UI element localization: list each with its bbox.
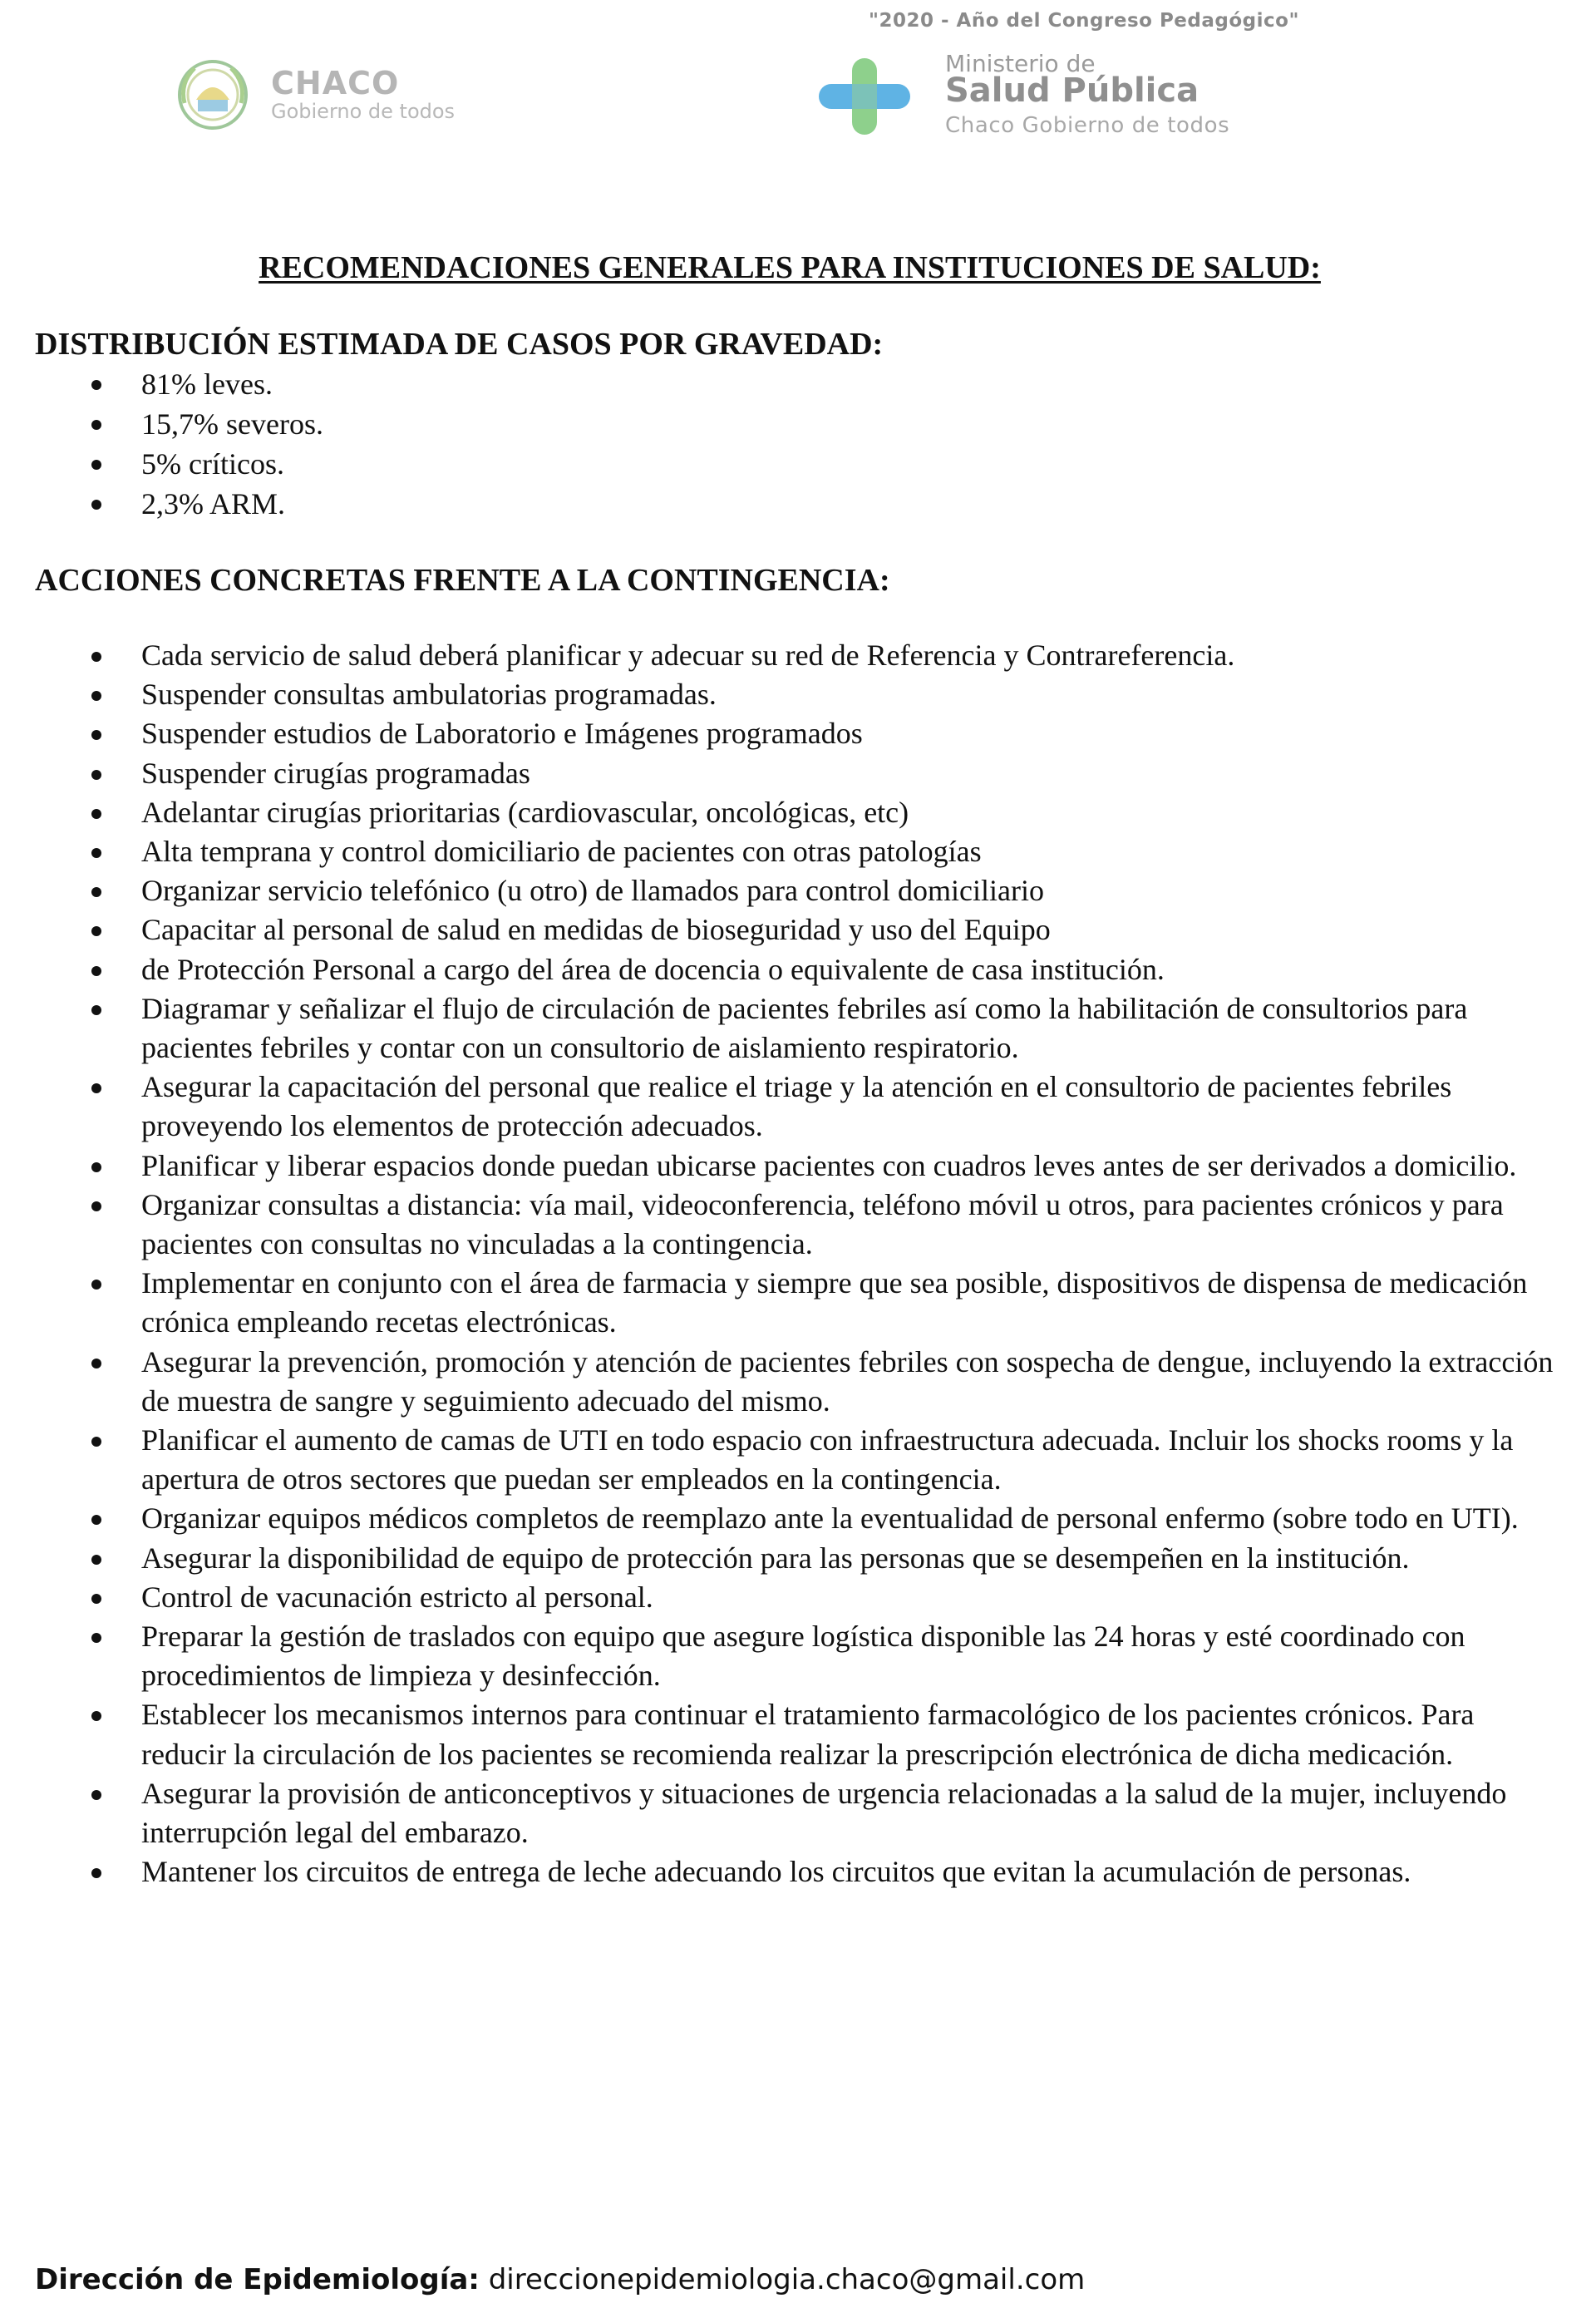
actions-list <box>0 636 1563 1892</box>
bullet-icon <box>91 1633 101 1643</box>
list-item-text: Suspender estudios de Laboratorio e Imágenes programados <box>141 717 863 751</box>
list-item <box>0 832 1563 871</box>
list-item-text: Mantener los circuitos de entrega de leche adecuando los circuitos que evitan la acumulación de personas. <box>141 1855 1411 1889</box>
bullet-icon <box>91 1083 101 1093</box>
severity-list <box>0 364 323 524</box>
bullet-icon <box>91 1201 101 1211</box>
chaco-logo <box>176 58 525 133</box>
list-item-text: Asegurar la prevención, promoción y atención de pacientes febriles con sospecha de dengue, incluyendo la extracción de muestra de sangre y seguimiento adecuado del mismo. <box>141 1344 1554 1418</box>
bullet-icon <box>91 1437 101 1447</box>
bullet-icon <box>91 848 101 858</box>
list-item-text: Alta temprana y control domiciliario de pacientes con otras patologías <box>141 835 982 869</box>
ministry-line2: Salud Pública <box>945 72 1199 110</box>
ministry-line3: Chaco Gobierno de todos <box>945 113 1230 138</box>
list-item <box>0 793 1563 832</box>
list-item-text: Diagramar y señalizar el flujo de circulación de pacientes febriles así como la habilitación de consultorios para pacientes febriles y contar con un consultorio de aislamiento respiratorio. <box>141 991 1468 1065</box>
bullet-icon <box>91 380 101 390</box>
list-item-text: 2,3% ARM. <box>141 487 286 520</box>
list-item <box>0 1186 1563 1264</box>
list-item-text: Organizar consultas a distancia: vía mail, videoconferencia, teléfono móvil u otros, para pacientes crónicos y para pacientes con consultas no vinculadas a la contingencia. <box>141 1187 1504 1261</box>
bullet-icon <box>91 1711 101 1721</box>
list-item <box>0 1499 1563 1538</box>
bullet-icon <box>91 1790 101 1800</box>
list-item-text: 81% leves. <box>141 367 273 401</box>
list-item <box>0 675 1563 714</box>
list-item-text: Asegurar la disponibilidad de equipo de protección para las personas que se desempeñen en la institución. <box>141 1541 1410 1575</box>
bullet-icon <box>91 1868 101 1878</box>
bullet-icon <box>91 500 101 510</box>
bullet-icon <box>91 1162 101 1172</box>
list-item <box>0 1852 1563 1891</box>
list-item <box>0 1774 1563 1852</box>
actions-heading: ACCIONES CONCRETAS FRENTE A LA CONTINGENCIA: <box>35 563 890 598</box>
document-title: RECOMENDACIONES GENERALES PARA INSTITUCIONES DE SALUD: <box>259 250 1321 285</box>
footer <box>35 2263 1085 2296</box>
list-item <box>0 1068 1563 1146</box>
bullet-icon <box>91 926 101 936</box>
chaco-name: CHACO <box>271 65 400 101</box>
list-item <box>0 1695 1563 1773</box>
chaco-seal-icon <box>176 58 249 131</box>
chaco-subtitle: Gobierno de todos <box>271 100 456 123</box>
bullet-icon <box>91 887 101 897</box>
bullet-icon <box>91 1359 101 1368</box>
list-item-text: Organizar equipos médicos completos de reemplazo ante la eventualidad de personal enfermo (sobre todo en UTI). <box>141 1502 1519 1536</box>
list-item <box>0 754 1563 793</box>
list-item <box>0 1264 1563 1342</box>
bullet-icon <box>91 1280 101 1290</box>
list-item-text: Planificar y liberar espacios donde puedan ubicarse pacientes con cuadros leves antes de ser derivados a domicilio. <box>141 1148 1517 1182</box>
list-item <box>0 444 323 484</box>
list-item <box>0 1578 1563 1617</box>
bullet-icon <box>91 966 101 976</box>
list-item <box>0 950 1563 989</box>
list-item <box>0 1343 1563 1421</box>
list-item-text: 15,7% severos. <box>141 407 323 441</box>
list-item <box>0 871 1563 910</box>
year-banner: "2020 - Año del Congreso Pedagógico" <box>869 10 1299 32</box>
list-item <box>0 1617 1563 1695</box>
list-item <box>0 484 323 524</box>
bullet-icon <box>91 770 101 780</box>
bullet-icon <box>91 1515 101 1525</box>
list-item <box>0 404 323 444</box>
list-item <box>0 714 1563 753</box>
list-item-text: Implementar en conjunto con el área de farmacia y siempre que sea posible, dispositivos de dispensa de medicación crónica empleando recetas electrónicas. <box>141 1266 1528 1339</box>
list-item-text: Establecer los mecanismos internos para continuar el tratamiento farmacológico de los pacientes crónicos. Para reducir la circulación de los pacientes se recomienda realizar la prescripción electrónica de dicha medicación. <box>141 1698 1475 1771</box>
list-item <box>0 1539 1563 1578</box>
ministry-line1: Ministerio de <box>945 50 1096 77</box>
list-item-text: Preparar la gestión de traslados con equipo que asegure logística disponible las 24 horas y esté coordinado con procedimientos de limpieza y desinfección. <box>141 1620 1465 1693</box>
list-item-text: Asegurar la capacitación del personal que realice el triage y la atención en el consultorio de pacientes febriles proveyendo los elementos de protección adecuados. <box>141 1070 1452 1143</box>
list-item <box>0 636 1563 675</box>
bullet-icon <box>91 1594 101 1604</box>
list-item-text: Suspender cirugías programadas <box>141 756 530 790</box>
list-item <box>0 910 1563 949</box>
list-item <box>0 1421 1563 1499</box>
bullet-icon <box>91 652 101 662</box>
list-item-text: Capacitar al personal de salud en medidas de bioseguridad y uso del Equipo <box>141 913 1051 947</box>
list-item-text: Cada servicio de salud deberá planificar y adecuar su red de Referencia y Contrareferencia. <box>141 639 1235 672</box>
list-item <box>0 989 1563 1068</box>
severity-heading: DISTRIBUCIÓN ESTIMADA DE CASOS POR GRAVEDAD: <box>35 327 884 362</box>
list-item <box>0 364 323 404</box>
list-item-text: Asegurar la provisión de anticonceptivos y situaciones de urgencia relacionadas a la salud de la mujer, incluyendo interrupción legal del embarazo. <box>141 1776 1507 1850</box>
list-item <box>0 1147 1563 1186</box>
bullet-icon <box>91 460 101 470</box>
list-item-text: Control de vacunación estricto al personal. <box>141 1580 653 1614</box>
ministry-logo <box>819 48 1351 138</box>
bullet-icon <box>91 420 101 430</box>
list-item-text: de Protección Personal a cargo del área de docencia o equivalente de casa institución. <box>141 952 1165 986</box>
bullet-icon <box>91 809 101 819</box>
bullet-icon <box>91 1555 101 1565</box>
footer-email: direccionepidemiologia.chaco@gmail.com <box>488 2263 1086 2296</box>
footer-label: Dirección de Epidemiología: <box>35 2263 480 2296</box>
list-item-text: 5% críticos. <box>141 447 284 481</box>
bullet-icon <box>91 1005 101 1015</box>
cross-icon <box>819 58 910 135</box>
list-item-text: Planificar el aumento de camas de UTI en todo espacio con infraestructura adecuada. Incluir los shocks rooms y la apertura de otros sectores que puedan ser empleados en la contingencia. <box>141 1423 1514 1497</box>
bullet-icon <box>91 730 101 740</box>
bullet-icon <box>91 691 101 701</box>
list-item-text: Suspender consultas ambulatorias programadas. <box>141 678 717 712</box>
list-item-text: Adelantar cirugías prioritarias (cardiovascular, oncológicas, etc) <box>141 795 909 829</box>
list-item-text: Organizar servicio telefónico (u otro) de llamados para control domiciliario <box>141 874 1044 908</box>
